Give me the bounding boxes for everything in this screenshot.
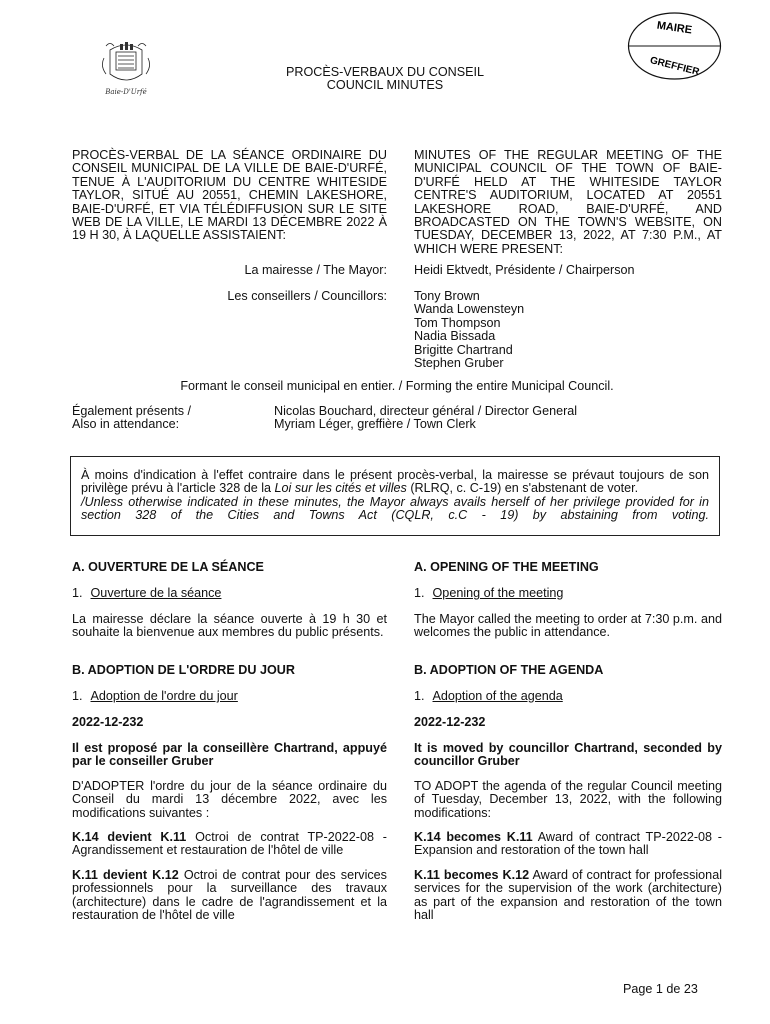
section-b-item-fr: 1. Adoption de l'ordre du jour <box>72 689 238 703</box>
crest-text: Baie-D'Urfé <box>105 88 147 96</box>
notice-text-en: /Unless otherwise indicated in these minutes, the Mayor always avails herself of her privilege provided for in section 328 of the Cities and Towns Act (CQLR, c.C - 19) by abstaining from voting. <box>81 494 709 523</box>
director-general: Nicolas Bouchard, directeur général / Director General <box>274 404 578 418</box>
page-number: Page 1 de 23 <box>623 982 698 996</box>
notice-law-title: Loi sur les cités et villes <box>274 481 407 496</box>
section-b-heading-fr: B. ADOPTION DE L'ORDRE DU JOUR <box>72 663 295 677</box>
moved-by-fr: Il est proposé par la conseillère Chartrand, appuyé par le conseiller Gruber <box>72 741 387 769</box>
modification-1-en: K.14 becomes K.11 Award of contract TP-2022-08 - Expansion and restoration of the town hall <box>414 830 722 858</box>
moved-by-en: It is moved by councillor Chartrand, seconded by councillor Gruber <box>414 741 722 769</box>
mayor-name: Heidi Ektvedt, Présidente / Chairperson <box>414 263 635 277</box>
section-a-heading-fr: A. OUVERTURE DE LA SÉANCE <box>72 560 264 574</box>
mayor-label: La mairesse / The Mayor: <box>244 263 387 277</box>
modification-1-fr: K.14 devient K.11 Octroi de contrat TP-2022-08 - Agrandissement et restauration de l'hôtel de ville <box>72 830 387 858</box>
document-title-fr: PROCÈS-VERBAUX DU CONSEIL <box>285 65 485 79</box>
adopt-agenda-fr: D'ADOPTER l'ordre du jour de la séance ordinaire du Conseil du mardi 13 décembre 2022, avec les modifications suivantes : <box>72 779 387 820</box>
also-present-label-fr: Également présents / <box>72 404 192 418</box>
section-a-text-en: The Mayor called the meeting to order at 7:30 p.m. and welcomes the public in attendance. <box>414 612 722 640</box>
mayor-voting-notice-box <box>70 456 720 536</box>
councillors-list <box>414 290 524 370</box>
councillor-name: Brigitte Chartrand <box>414 342 513 357</box>
also-present-list <box>274 405 577 432</box>
quorum-statement: Formant le conseil municipal en entier. / Forming the entire Municipal Council. <box>180 379 614 393</box>
resolution-number-fr: 2022-12-232 <box>72 715 144 729</box>
modification-2-fr: K.11 devient K.12 Octroi de contrat pour des services professionnels pour la surveillance des travaux (architecture) dans le cadre de l'agrandissement et la restauration de l'hôtel de ville <box>72 868 387 923</box>
section-a-text-fr: La mairesse déclare la séance ouverte à 19 h 30 et souhaite la bienvenue aux membres du public présents. <box>72 612 387 640</box>
adopt-agenda-en: TO ADOPT the agenda of the regular Council meeting of Tuesday, December 13, 2022, with the following modifications: <box>414 779 722 820</box>
modification-2-en: K.11 becomes K.12 Award of contract for professional services for the supervision of the work (architecture) as part of the expansion and restoration of the town hall <box>414 868 722 923</box>
councillor-name: Nadia Bissada <box>414 329 496 344</box>
councillor-name: Wanda Lowensteyn <box>414 302 525 317</box>
also-present-label-en: Also in attendance: <box>72 417 180 432</box>
section-b-heading-en: B. ADOPTION OF THE AGENDA <box>414 663 604 677</box>
councillor-name: Tom Thompson <box>414 315 501 330</box>
town-clerk: Myriam Léger, greffière / Town Clerk <box>274 417 476 432</box>
document-title-en: COUNCIL MINUTES <box>326 78 444 92</box>
also-present-label <box>72 405 191 432</box>
section-a-item-fr: 1. Ouverture de la séance <box>72 586 222 600</box>
stamp-mayor-label: MAIRE <box>656 19 693 37</box>
section-a-heading-en: A. OPENING OF THE MEETING <box>414 560 599 574</box>
notice-text-fr: À moins d'indication à l'effet contraire dans le présent procès-verbal, la mairesse se prévaut toujours de son privilège prévu à l'article 328 de la Loi sur les cités et villes (RLRQ, c. C-19) en s'abstenant de voter. <box>81 468 709 496</box>
intro-paragraph-fr: PROCÈS-VERBAL DE LA SÉANCE ORDINAIRE DU CONSEIL MUNICIPAL DE LA VILLE DE BAIE-D'URFÉ, TENUE À L'AUDITORIUM DU CENTRE WHITESIDE TAYLOR, SITUÉ AU 20551, CHEMIN LAKESHORE, BAIE-D'URFÉ, ET VIA TÉLÉDIFFUSION SUR LE SITE WEB DE LA VILLE, LE MARDI 13 DÉCEMBRE 2022 À 19 H 30, À LAQUELLE ASSISTAIENT: <box>72 148 387 243</box>
councillor-name: Stephen Gruber <box>414 356 504 371</box>
section-a-item-en: 1. Opening of the meeting <box>414 586 564 600</box>
resolution-number-en: 2022-12-232 <box>414 715 486 729</box>
councillor-name: Tony Brown <box>414 289 480 303</box>
councillors-label: Les conseillers / Councillors: <box>227 289 387 303</box>
intro-paragraph-en: MINUTES OF THE REGULAR MEETING OF THE MUNICIPAL COUNCIL OF THE TOWN OF BAIE-D'URFÉ HELD AT THE WHITESIDE TAYLOR CENTRE'S AUDITORIUM, LOCATED AT 20551 LAKESHORE ROAD, BAIE-D'URFÉ, AND BROADCASTED ON THE TOWN'S WEBSITE, ON TUESDAY, DECEMBER 13, 2022, AT 7:30 P.M., AT WHICH WERE PRESENT: <box>414 148 722 256</box>
stamp-clerk-label: GREFFIER <box>648 55 701 79</box>
section-b-item-en: 1. Adoption of the agenda <box>414 689 563 703</box>
